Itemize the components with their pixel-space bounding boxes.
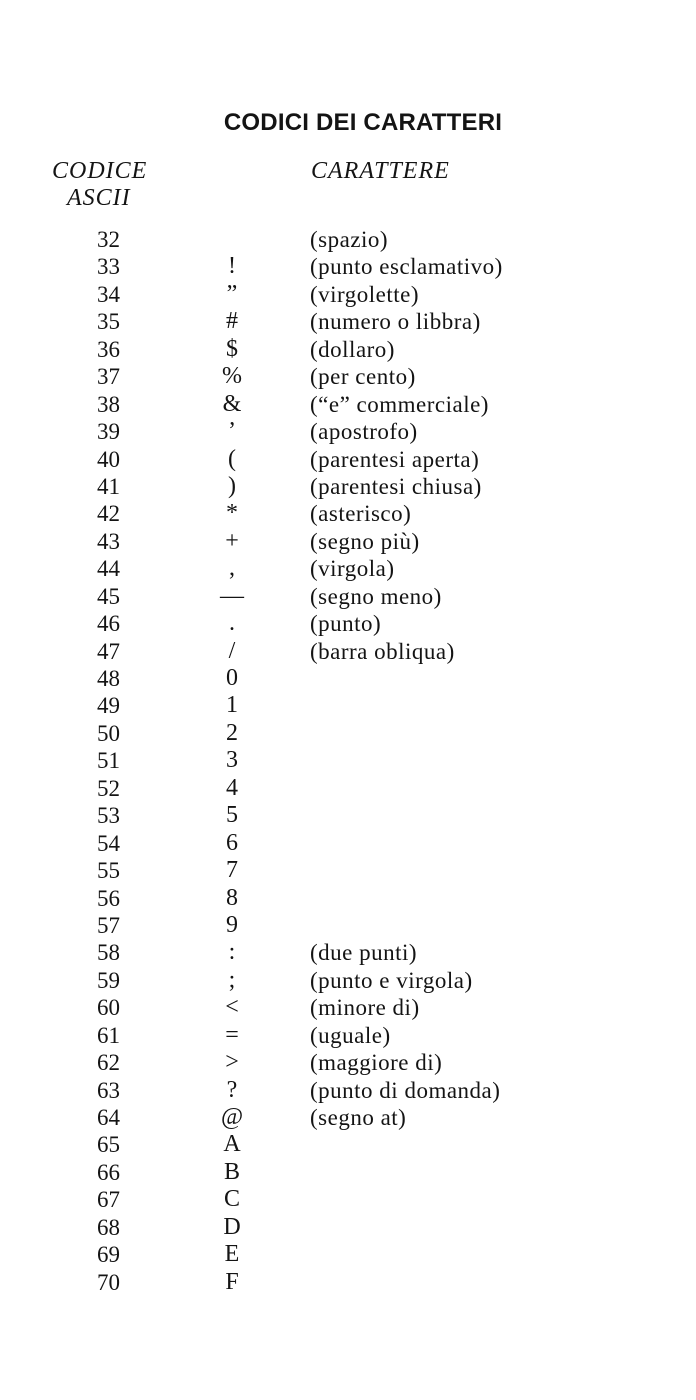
ascii-code: 57 — [97, 912, 120, 938]
table-row — [0, 775, 696, 802]
character-glyph: 3 — [226, 747, 238, 774]
table-row — [0, 912, 696, 939]
character-description: (segno at) — [310, 1105, 407, 1130]
ascii-code: 67 — [97, 1187, 120, 1213]
ascii-code: 36 — [97, 336, 120, 362]
character-glyph: ’ — [228, 418, 236, 445]
table-row — [0, 967, 696, 994]
character-description: (numero o libbra) — [310, 309, 481, 335]
character-glyph: 9 — [226, 911, 238, 938]
character-description: (parentesi aperta) — [310, 446, 480, 472]
ascii-code: 59 — [97, 967, 120, 993]
ascii-code: 35 — [97, 309, 120, 335]
table-row — [0, 418, 696, 445]
character-description: (per cento) — [310, 364, 416, 390]
character-glyph: C — [223, 1186, 240, 1213]
character-glyph: 8 — [226, 884, 238, 911]
ascii-code: 49 — [97, 693, 120, 719]
character-description: (dollaro) — [310, 336, 395, 362]
character-description: (virgola) — [310, 556, 395, 582]
character-glyph: : — [228, 939, 236, 966]
ascii-code: 45 — [97, 583, 120, 609]
table-row — [0, 1269, 696, 1296]
character-description: (due punti) — [310, 940, 418, 966]
ascii-code: 62 — [97, 1050, 120, 1076]
character-glyph: + — [225, 527, 239, 554]
ascii-code: 37 — [97, 364, 120, 390]
table-row — [0, 1214, 696, 1241]
character-description: (virgolette) — [310, 281, 420, 307]
ascii-code: 55 — [97, 858, 120, 884]
character-glyph: > — [225, 1049, 239, 1076]
character-description: (segno meno) — [310, 583, 442, 609]
character-glyph: & — [222, 390, 242, 417]
character-description: (maggiore di) — [310, 1050, 443, 1076]
character-glyph: / — [228, 637, 236, 664]
character-glyph: $ — [226, 335, 238, 362]
table-row — [0, 1131, 696, 1158]
character-glyph: 5 — [226, 802, 238, 829]
table-row — [0, 720, 696, 747]
character-description: (punto esclamativo) — [310, 254, 503, 280]
table-row — [0, 363, 696, 390]
character-glyph: 4 — [226, 774, 238, 801]
character-description: (parentesi chiusa) — [310, 473, 482, 499]
table-row — [0, 1104, 696, 1131]
character-glyph: ( — [228, 445, 236, 472]
character-description: (segno più) — [310, 528, 420, 554]
table-row — [0, 830, 696, 857]
character-glyph: 0 — [226, 665, 238, 691]
ascii-code: 58 — [97, 940, 120, 966]
ascii-code: 69 — [97, 1242, 120, 1268]
character-glyph: D — [223, 1213, 241, 1240]
ascii-code: 43 — [97, 528, 120, 554]
table-row — [0, 747, 696, 774]
table-row — [0, 555, 696, 582]
table-row — [0, 391, 696, 418]
character-description: (apostrofo) — [310, 419, 418, 445]
ascii-code: 51 — [97, 748, 120, 774]
ascii-code: 39 — [97, 419, 120, 445]
table-row — [0, 638, 696, 665]
table-row — [0, 665, 696, 692]
ascii-code: 52 — [97, 775, 120, 801]
character-glyph: , — [229, 555, 235, 582]
character-glyph: @ — [220, 1104, 244, 1130]
character-glyph: ” — [226, 280, 238, 307]
table-row — [0, 1159, 696, 1186]
ascii-code: 53 — [97, 803, 120, 829]
ascii-table — [0, 226, 696, 1296]
ascii-code: 48 — [97, 666, 120, 691]
table-row — [0, 226, 696, 253]
ascii-code: 33 — [97, 254, 120, 280]
character-glyph: A — [223, 1131, 241, 1158]
table-row — [0, 1186, 696, 1213]
ascii-code: 40 — [97, 446, 120, 472]
table-row — [0, 1077, 696, 1104]
ascii-code: 42 — [97, 501, 120, 527]
character-glyph: ) — [228, 472, 236, 499]
table-row — [0, 610, 696, 637]
character-glyph: 7 — [226, 857, 238, 884]
table-row — [0, 1022, 696, 1049]
table-row — [0, 1049, 696, 1076]
character-glyph: — — [220, 582, 244, 609]
table-row — [0, 473, 696, 500]
character-glyph: 2 — [226, 719, 238, 746]
table-row — [0, 939, 696, 966]
character-glyph: ; — [228, 966, 236, 993]
ascii-code: 47 — [97, 638, 120, 664]
table-row — [0, 528, 696, 555]
character-glyph: ? — [226, 1076, 238, 1103]
ascii-code: 65 — [97, 1132, 120, 1158]
column-header-character: CARATTERE — [311, 158, 450, 184]
ascii-code: 54 — [97, 830, 120, 856]
character-description: (asterisco) — [310, 501, 412, 527]
character-description: (“e” commerciale) — [310, 391, 489, 417]
ascii-code: 60 — [97, 995, 120, 1021]
ascii-code: 61 — [97, 1022, 120, 1048]
ascii-code: 32 — [97, 227, 120, 252]
character-glyph: . — [229, 610, 235, 637]
character-description: (punto e virgola) — [310, 967, 473, 993]
character-glyph: # — [226, 308, 238, 335]
table-row — [0, 446, 696, 473]
table-row — [0, 692, 696, 719]
character-glyph: E — [224, 1241, 240, 1268]
table-row — [0, 1241, 696, 1268]
table-row — [0, 253, 696, 280]
table-row — [0, 336, 696, 363]
column-header-code-line1: CODICE — [52, 158, 148, 184]
character-glyph: % — [222, 363, 242, 390]
table-row — [0, 583, 696, 610]
character-glyph: = — [225, 1021, 239, 1048]
character-glyph: 1 — [226, 692, 238, 719]
table-row — [0, 994, 696, 1021]
character-glyph: ! — [228, 253, 236, 280]
character-description: (spazio) — [310, 227, 389, 252]
table-row — [0, 500, 696, 527]
character-description: (punto di domanda) — [310, 1077, 501, 1103]
ascii-code: 56 — [97, 885, 120, 911]
column-header-code-line2: ASCII — [67, 185, 131, 211]
page-title: CODICI DEI CARATTERI — [223, 109, 503, 136]
table-row — [0, 885, 696, 912]
character-glyph: B — [223, 1158, 240, 1185]
ascii-code: 70 — [97, 1269, 120, 1295]
table-row — [0, 281, 696, 308]
character-description: (uguale) — [310, 1022, 391, 1048]
character-glyph: F — [225, 1268, 239, 1295]
character-description: (barra obliqua) — [310, 638, 455, 664]
ascii-code: 38 — [97, 391, 120, 417]
character-description: (minore di) — [310, 995, 420, 1021]
ascii-code: 66 — [97, 1159, 120, 1185]
ascii-code: 46 — [97, 611, 120, 637]
character-description: (punto) — [310, 611, 382, 637]
ascii-code: 34 — [97, 281, 120, 307]
ascii-code: 64 — [97, 1105, 120, 1130]
table-row — [0, 802, 696, 829]
character-glyph: 6 — [226, 829, 238, 856]
ascii-code: 63 — [97, 1077, 120, 1103]
character-glyph: < — [225, 994, 239, 1021]
ascii-code: 50 — [97, 720, 120, 746]
ascii-code: 68 — [97, 1214, 120, 1240]
ascii-code: 44 — [97, 556, 120, 582]
character-glyph: * — [226, 500, 238, 527]
table-row — [0, 308, 696, 335]
ascii-code: 41 — [97, 473, 120, 499]
table-row — [0, 857, 696, 884]
